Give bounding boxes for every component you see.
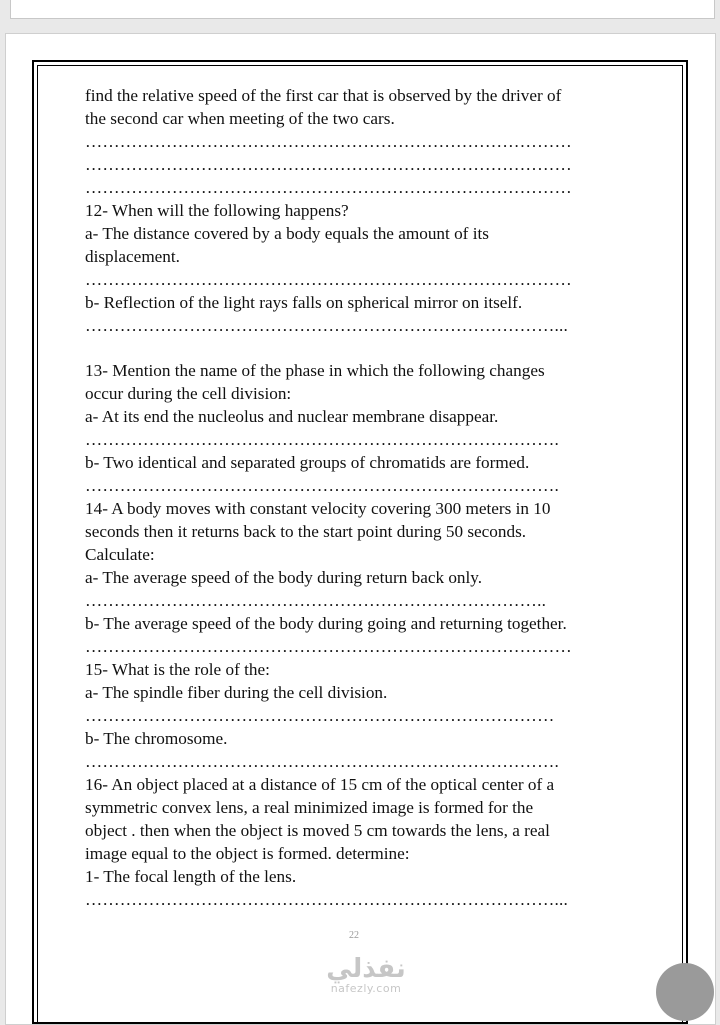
answer-line: ………………………………………………………………………. <box>85 476 559 495</box>
text-line: Calculate: <box>85 545 155 564</box>
text-line: symmetric convex lens, a real minimized image is formed for the <box>85 798 534 817</box>
text-line: 15- What is the role of the: <box>85 660 270 679</box>
text-line: 14- A body moves with constant velocity covering 300 meters in 10 <box>85 499 551 518</box>
text-line: a- The spindle fiber during the cell division. <box>85 683 388 702</box>
answer-line: ………………………………………………………………………... <box>85 890 568 909</box>
scroll-button[interactable] <box>656 963 714 1021</box>
text-line: seconds then it returns back to the start point during 50 seconds. <box>85 522 527 541</box>
answer-line: ………………………………………………………………………… <box>85 270 572 289</box>
answer-line: ………………………………………………………………………… <box>85 132 572 151</box>
text-line: b- The chromosome. <box>85 729 228 748</box>
text-line: 1- The focal length of the lens. <box>85 867 297 886</box>
watermark <box>316 955 416 995</box>
text-line: image equal to the object is formed. determine: <box>85 844 410 863</box>
text-line: b- Two identical and separated groups of chromatids are formed. <box>85 453 530 472</box>
answer-line: ………………………………………………………………………… <box>85 155 572 174</box>
text-line: b- Reflection of the light rays falls on spherical mirror on itself. <box>85 293 523 312</box>
text-line: b- The average speed of the body during going and returning together. <box>85 614 567 633</box>
answer-line: ………………………………………………………………………. <box>85 752 559 771</box>
answer-line: …………………………………………………………………….. <box>85 591 547 610</box>
answer-line: ………………………………………………………………………… <box>85 637 572 656</box>
text-line: 12- When will the following happens? <box>85 201 349 220</box>
previous-page-edge <box>10 0 715 19</box>
answer-line: ………………………………………………………………………… <box>85 178 572 197</box>
text-line: the second car when meeting of the two cars. <box>85 109 395 128</box>
answer-line: ………………………………………………………………………... <box>85 316 568 335</box>
text-line: a- The distance covered by a body equals the amount of its <box>85 224 489 243</box>
text-line: find the relative speed of the first car that is observed by the driver of <box>85 86 562 105</box>
text-line: occur during the cell division: <box>85 384 292 403</box>
watermark-logo-text: نفذلي <box>326 954 406 984</box>
page-number: 22 <box>349 930 359 941</box>
watermark-url: nafezly.com <box>330 982 402 995</box>
text-line: object . then when the object is moved 5 cm towards the lens, a real <box>85 821 550 840</box>
text-line: displacement. <box>85 247 180 266</box>
text-line: 16- An object placed at a distance of 15 cm of the optical center of a <box>85 775 555 794</box>
text-line: 13- Mention the name of the phase in which the following changes <box>85 361 545 380</box>
answer-line: ………………………………………………………………………. <box>85 430 559 449</box>
blank-line <box>85 337 630 359</box>
text-line: a- At its end the nucleolus and nuclear membrane disappear. <box>85 407 499 426</box>
text-line: a- The average speed of the body during return back only. <box>85 568 483 587</box>
answer-line: ……………………………………………………………………… <box>85 706 555 725</box>
page-content <box>85 84 630 911</box>
